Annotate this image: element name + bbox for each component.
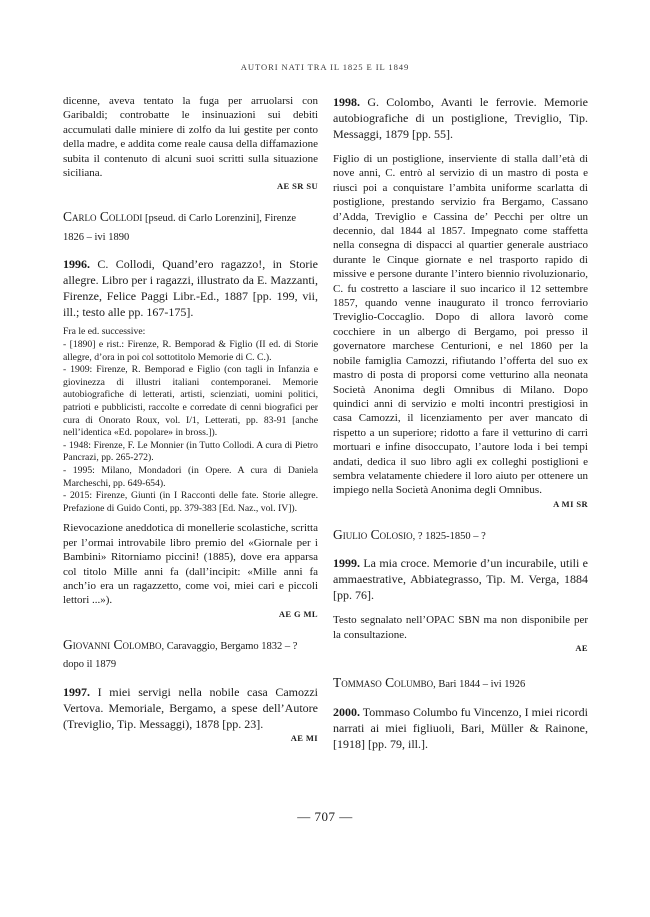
entry-number: 1997. xyxy=(63,684,90,699)
edition-item: - 1948: Firenze, F. Le Monnier (in Tutto Collodi. A cura di Pietro Pancrazi, pp. 265-272). xyxy=(63,439,318,464)
edition-item: - 2015: Firenze, Giunti (in I Racconti delle fate. Storie allegre. Prefazione di Guido Conti, pp. 379-383 [Ed. Naz., vol. IV]). xyxy=(63,490,318,514)
entry-summary: Testo segnalato nell’OPAC SBN ma non disponibile per la consultazione. xyxy=(333,614,588,641)
author-name: Giovanni Colombo xyxy=(63,636,162,652)
page-number: — 707 — xyxy=(297,809,353,824)
author-dates: , Caravaggio, Bergamo 1832 – ? dopo il 1879 xyxy=(63,640,298,671)
editions-intro: Fra le ed. successive: xyxy=(63,326,146,338)
right-column xyxy=(333,94,588,752)
author-name: Carlo Collodi xyxy=(63,209,143,225)
running-head: AUTORI NATI TRA IL 1825 E IL 1849 xyxy=(240,62,410,72)
edition-item: - [1890] e rist.: Firenze, R. Bemporad & Figlio (II ed. di Storie allegre, d’ora in poi col sottotitolo Memorie di C. C.). xyxy=(63,339,318,363)
entry-citation: I miei servigi nella nobile casa Camozzi Vertova. Memoriale, Bergamo, a spese dell’Autore (Treviglio, Tip. Messaggi), 1878 [pp. 23]. xyxy=(63,684,318,731)
continued-paragraph: dicenne, aveva tentato la fuga per arruolarsi con Garibaldi; controbatte le insinuazioni sui debiti accumulati dalle miniere di zolfo da lui gestite per conto della madre, e addita come reale causa della diffamazione subita il contenuto di alcuni suoi scritti sulla situazione siciliana. xyxy=(63,95,318,180)
author-name: Tommaso Columbo xyxy=(333,675,434,691)
author-heading-giovanni-colombo xyxy=(63,637,318,674)
entry-citation: C. Collodi, Quand’ero ragazzo!, in Storie allegre. Libro per i ragazzi, illustrato da E. Mazzanti, Firenze, Felice Paggi Libr.-Ed., 1887 [pp. 199, vii, ill.; testo alle pp. 167-175]. xyxy=(63,257,318,320)
entry-number: 1998. xyxy=(333,95,360,109)
author-heading-collodi xyxy=(63,209,318,246)
left-column xyxy=(63,94,318,743)
entry-1998 xyxy=(333,94,588,142)
entry-number: 1996. xyxy=(63,257,90,272)
sigla-1997: AE MI xyxy=(290,732,318,743)
entry-citation: G. Colombo, Avanti le ferrovie. Memorie autobiografiche di un postiglione, Treviglio, Tip. Messaggi, 1879 [pp. 55]. xyxy=(333,95,588,141)
edition-item: - 1909: Firenze, R. Bemporad e Figlio (con tagli in Infanzia e giovinezza di illustri italiani contemporanei. Memorie autobiografiche di letterati, artisti, scienziati, uomini politici, patrioti e pubblicisti, raccolte e corredate di cenni biografici per cura di Onorato Roux, vol. I/1, Letterati, pp. 83-91 [anche nell’identica «Ed. popolare» in bross.]). xyxy=(63,364,318,439)
author-heading-columbo xyxy=(333,675,588,694)
sigla-1999: AE xyxy=(575,643,588,654)
entry-1999 xyxy=(333,555,588,603)
sigla-1998: A MI SR xyxy=(553,498,588,509)
sigla-1996: AE G ML xyxy=(278,608,318,619)
author-name: Giulio Colosio xyxy=(333,526,413,542)
author-dates: , Bari 1844 – ivi 1926 xyxy=(433,679,526,691)
edition-item: - 1995: Milano, Mondadori (in Opere. A cura di Daniela Marcheschi, pp. 649-654). xyxy=(63,464,318,489)
entry-citation: La mia croce. Memorie d’un incurabile, utili e ammaestrative, Abbiategrasso, Tip. M. Verga, 1884 [pp. 76]. xyxy=(333,556,588,603)
author-heading-colosio xyxy=(333,527,588,546)
author-dates: , ? 1825-1850 – ? xyxy=(412,530,486,542)
entry-summary: Figlio di un postiglione, inserviente di stalla dall’età di nove anni, C. entrò al servizio di un mastro di posta e riuscì poi a conquistare l’ambita uniforme scarlatta di postiglione, prestando servizio fra Bergamo, Cassano d’Adda, Treviglio e Cassina de’ Pecchi per oltre un decennio, dal 1844 al 1857. Impegnato come staffetta nella consegna di dispacci al quartier generale austriaco durante le Cinque giornate e nel trasporto rapido di missive e persone durante l’intero biennio rivoluzionario, C. fu costretto a lasciare il suo incarico il 12 settembre 1857, quando venne inaugurato il tronco ferroviario Treviglio-Coccaglio. Dopo di allora lavorò come cocchiere in un albergo di Bergamo, poi presso il governatore marchese Centurioni, e nel 1860 per la nobile famiglia Camozzi, rifiutando l’offerta del suo ex mastro di posta di proporsi come vetturino alla neonata Società Anonima degli Omnibus di Milano. Dopo quindici anni di servizio e molti incontri prestigiosi in casa Camozzi, il licenziamento per aver mancato di rispetto a un superiore; ridotto a fare il vetturino di carri mortuari e infine disoccupato, l’autore loda i bei tempi andati, dedica il suo libro agli ex colleghi postiglioni e sembra velatamente chiedere il loro aiuto per ottenere un impiego nella Società Anonima degli Omnibus. xyxy=(333,153,588,497)
entry-2000 xyxy=(333,704,588,752)
entry-summary: Rievocazione aneddotica di monellerie scolastiche, scritta per l’ormai introvabile libro premio del «Giornale per i Bambini» Ritorniamo piccini! (1885), dove era apparsa col titolo Mille anni fa (dall’incipit: «Mille anni fa anch’io era un ragazzetto, come voi, miei cari e piccoli lettori ...»). xyxy=(63,522,318,607)
entry-number: 1999. xyxy=(333,556,360,571)
entry-number: 2000. xyxy=(333,704,360,719)
sigla-cont: AE SR SU xyxy=(277,181,318,192)
entry-1997 xyxy=(63,684,318,732)
entry-1996 xyxy=(63,256,318,320)
entry-citation: Tommaso Columbo fu Vincenzo, I miei ricordi narrati ai miei figliuoli, Bari, Müller & Rainone, [1918] [pp. 79, ill.]. xyxy=(333,704,588,751)
author-dates: [pseud. di Carlo Lorenzini], Firenze 1826 – ivi 1890 xyxy=(63,213,297,243)
